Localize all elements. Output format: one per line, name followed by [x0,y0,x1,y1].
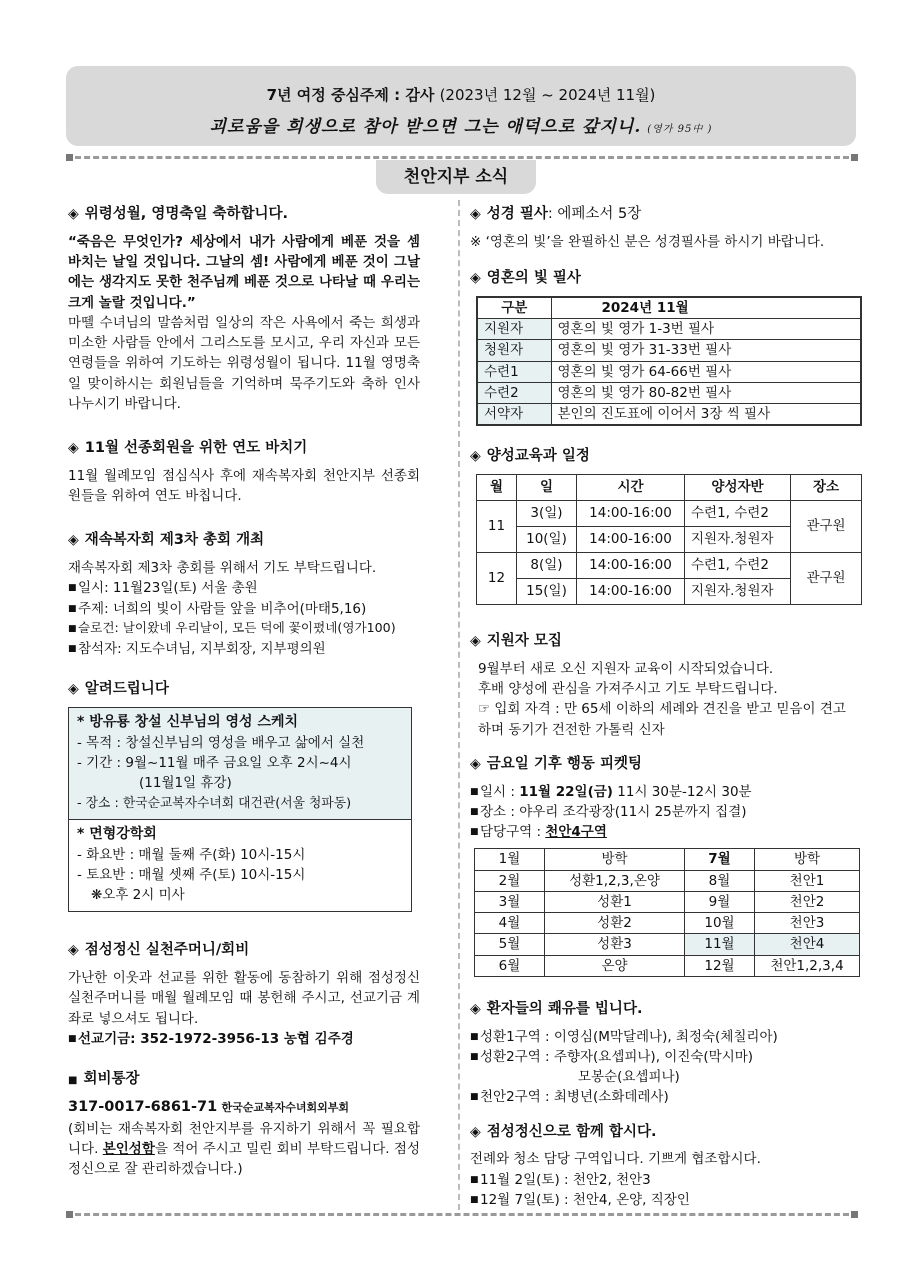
list-item: 모봉순(요셉피나) [578,1069,680,1085]
table-row: 1월 방학 7월 방학 [475,849,860,870]
diamond-icon: ◈ [68,206,79,222]
body-text: 후배 양성에 관심을 가져주시고 기도 부탁드립니다. [478,681,778,697]
section-patients [470,999,862,1108]
section-title: 위령성월, 영명축일 축하합니다. [84,206,288,222]
diamond-icon: ◈ [470,206,481,222]
section-title: 지원자 모집 [486,633,562,649]
square-bullet-icon: ■ [68,583,77,594]
square-bullet-icon: ■ [68,603,77,614]
notice-box [68,707,412,913]
table-row: 서약자 본인의 진도표에 이어서 3장 씩 필사 [477,404,861,426]
section-title: 11월 선종회원을 위한 연도 바치기 [84,440,308,456]
table-row: 수련1 영혼의 빛 영가 64-66번 필사 [477,361,861,382]
theme-header [66,66,856,146]
notice-line: ❋오후 2시 미사 [91,887,185,904]
section-general-assembly [68,530,420,659]
list-item: ■ 일시 : 11월 22일(금) 11시 30분-12시 30분 [470,782,862,802]
bottom-divider [66,1213,858,1216]
soul-light-table [476,296,862,427]
account-number: 317-0017-6861-71 [68,1098,218,1115]
list-item: ■ 참석자: 지도수녀님, 지부회장, 지부평의원 [68,639,420,659]
list-item: ■ 슬로건: 날이왔네 우리날이, 모든 덕에 꽃이폈네(영가100) [68,619,420,639]
section-title: 영혼의 빛 필사 [486,270,581,286]
square-bullet-icon: ■ [470,1092,479,1103]
body-text: (회비는 재속복자회 천안지부를 유지하기 위해서 꼭 필요합니다. 본인성함을 적어 주시고 밀린 회비 부탁드립니다. 점성정신으로 잘 관리하겠습니다.) [68,1120,420,1178]
table-row: 4월 성환2 10월 천안3 [475,913,860,934]
theme-title-text: 7년 여정 중심주제 : 감사 [266,86,435,104]
list-item: ■ 12월 7일(토) : 천안4, 온양, 직장인 [470,1190,862,1210]
top-divider [66,156,858,159]
diamond-icon: ◈ [470,633,481,649]
notice-title: * 방유룡 창설 신부님의 영성 스케치 [77,713,299,730]
square-bullet-icon: ■ [68,1033,77,1044]
square-bullet-icon: ■ [470,1031,479,1042]
list-item: ■ 성환1구역 : 이영심(M막달레나), 최정숙(체칠리아) [470,1027,862,1047]
diamond-icon: ◈ [470,1123,481,1140]
square-bullet-icon: ■ [470,1051,479,1062]
notice-line: - 화요반 : 매월 둘째 주(화) 10시-15시 [77,846,306,863]
theme-quote-ref: (영가 95中 ) [647,123,713,135]
diamond-icon: ◈ [470,448,481,465]
table-row: 지원자 영혼의 빛 영가 1-3번 필사 [477,319,861,340]
theme-quote-text: 괴로움을 희생으로 참아 받으면 그는 애덕으로 갚지니. [209,116,642,137]
square-bullet-icon: ■ [470,1174,479,1185]
body-text: 전례와 청소 담당 구역입니다. 기쁘게 협조합시다. [470,1151,761,1168]
section-climate-picketing [470,754,862,977]
table-row: 5월 성환3 11월 천안4 [475,934,860,955]
section-title: : 에페소서 5장 [547,206,642,222]
square-bullet-icon: ■ [470,786,479,797]
table-header-row: 월 일 시간 양성자반 장소 [477,475,862,501]
list-item: ■ 주제: 너희의 빛이 사람들 앞을 비추어(마태5,16) [68,599,420,619]
account-owner: 한국순교복자수녀회외부회 [221,1100,350,1114]
list-item: ■ 11월 2일(토) : 천안2, 천안3 [470,1170,862,1190]
section-title: 환자들의 쾌유를 빕니다. [486,1000,643,1017]
picketing-schedule-table [474,848,860,977]
diamond-icon: ◈ [68,532,79,549]
body-text: 재속복자회 제3차 총회를 위해서 기도 부탁드립니다. [68,560,377,576]
body-text: ※ ‘영혼의 빛’을 완필하신 분은 성경필사를 하시기 바랍니다. [470,233,825,250]
table-row: 청원자 영혼의 빛 영가 31-33번 필사 [477,340,861,361]
theme-title [66,84,856,107]
notice-spirituality-sketch [69,708,411,820]
list-item: ■ 천안2구역 : 최병년(소화데레사) [470,1087,862,1107]
section-formation-schedule [470,446,862,605]
diamond-icon: ◈ [68,942,79,959]
list-item: ■ 장소 : 야우리 조각광장(11시 25분까지 집결) [470,802,862,822]
square-bullet-icon: ■ [68,1075,78,1087]
table-header-row: 구분 2024년 11월 [477,297,861,319]
quote-text: “죽음은 무엇인가? 세상에서 내가 사람에게 베푼 것을 셈 바치는 날일 것입니다. 그날의 셈! 사람에게 베푼 것이 그날에는 생각지도 못한 천주님께 베푼 것으로 나타날 때 우리는 크게 놀랄 것입니다.” [68,233,420,311]
square-bullet-icon: ■ [68,623,77,634]
section-dues-account [68,1069,420,1179]
section-applicant-recruit [470,631,862,740]
notice-line: - 장소 : 한국순교복자수녀회 대건관(서울 청파동) [77,795,352,811]
body-text: 마뗄 수녀님의 말씀처럼 일상의 작은 사욕에서 죽는 희생과 미소한 사람들 안에서 그리스도를 모시고, 우리 자신과 모든 연령들을 위하여 기도하는 위령성월이 됩니다. 11월 영명축일 맞이하시는 회원님들을 기억하며 묵주기도와 축하 인사 나누시기 바랍니다. [68,314,420,412]
section-pouch [68,940,420,1049]
section-duty [470,1122,862,1211]
body-text: 11월 월례모임 점심식사 후에 재속복자회 천안지부 선종회원들을 위하여 연도 바칩니다. [68,467,420,504]
square-bullet-icon: ■ [470,827,479,837]
notice-line: - 목적 : 창설신부님의 영성을 배우고 삶에서 실천 [77,734,365,751]
section-title: 알려드립니다 [84,681,169,697]
section-title: 회비통장 [83,1071,140,1088]
column-divider [458,200,460,1210]
section-title: 금요일 기후 행동 피켓팅 [486,755,642,772]
list-item: ■ 담당구역 : 천안4구역 [470,822,862,842]
section-title: 재속복자회 제3차 총회 개최 [84,532,265,549]
diamond-icon: ◈ [68,440,79,456]
formation-schedule-table [476,474,862,605]
table-row: 12 8(일) 14:00-16:00 수련1, 수련2 관구원 [477,553,862,579]
table-row: 2월 성환1,2,3,온양 8월 천안1 [475,870,860,891]
list-item: ■ 성환2구역 : 주향자(요셉피나), 이진숙(막시마) [470,1047,862,1067]
body-text: 9월부터 새로 오신 지원자 교육이 시작되었습니다. [478,660,774,677]
square-bullet-icon: ■ [470,806,479,817]
table-row: 수련2 영혼의 빛 영가 80-82번 필사 [477,382,861,403]
section-memorial-month [68,204,420,414]
notice-line: - 기간 : 9월~11월 매주 금요일 오후 2시~4시 [77,755,352,771]
table-row: 11 3(일) 14:00-16:00 수련1, 수련2 관구원 [477,501,862,527]
left-column [68,204,420,1179]
section-soul-light-copy [470,268,862,426]
section-title: 점성정신 실천주머니/회비 [84,942,250,959]
section-title: 점성정신으로 함께 합시다. [486,1123,657,1140]
table-row: 15(일) 14:00-16:00 지원자.청원자 [477,579,862,605]
table-row: 10(일) 14:00-16:00 지원자.청원자 [477,527,862,553]
section-yeondo [68,438,420,506]
list-item: ■ 선교기금: 352-1972-3956-13 농협 김주경 [68,1029,420,1049]
right-column [470,204,862,1210]
diamond-icon: ◈ [470,1000,481,1017]
notice-line: (11월1일 휴강) [139,775,232,792]
diamond-icon: ◈ [470,270,481,286]
list-item: ■ 일시: 11월23일(토) 서울 총원 [68,578,420,598]
table-row: 6월 온양 12월 천안1,2,3,4 [475,955,860,976]
square-bullet-icon: ■ [68,643,77,654]
section-title: 양성교육과 일정 [486,448,590,465]
body-text: ☞ 입회 자격 : 만 65세 이하의 세례와 견진을 받고 믿음이 견고하며 동기가 건전한 가톨릭 신자 [478,701,846,738]
branch-title: 천안지부 소식 [376,160,536,194]
notice-title: * 면형강학회 [77,825,157,842]
theme-period: (2023년 12월 ~ 2024년 11월) [439,86,656,104]
diamond-icon: ◈ [470,755,481,772]
notice-myeonhyeong [69,820,411,912]
section-bible-copy: ◈ 성경 필사: 에페소서 5장 ※ ‘영혼의 빛’을 완필하신 분은 성경필사를 하시기 바랍니다. [470,204,862,252]
square-bullet-icon: ■ [470,1194,479,1205]
diamond-icon: ◈ [68,681,79,697]
body-text: 가난한 이웃과 선교를 위한 활동에 동참하기 위해 점성정신 실천주머니를 매월 월례모임 때 봉헌해 주시고, 선교기금 계좌로 넣으셔도 됩니다. [68,970,420,1027]
notice-line: - 토요반 : 매월 셋째 주(토) 10시-15시 [77,866,306,883]
section-announcements [68,679,420,912]
theme-quote [66,115,856,141]
table-row: 3월 성환1 9월 천안2 [475,891,860,912]
